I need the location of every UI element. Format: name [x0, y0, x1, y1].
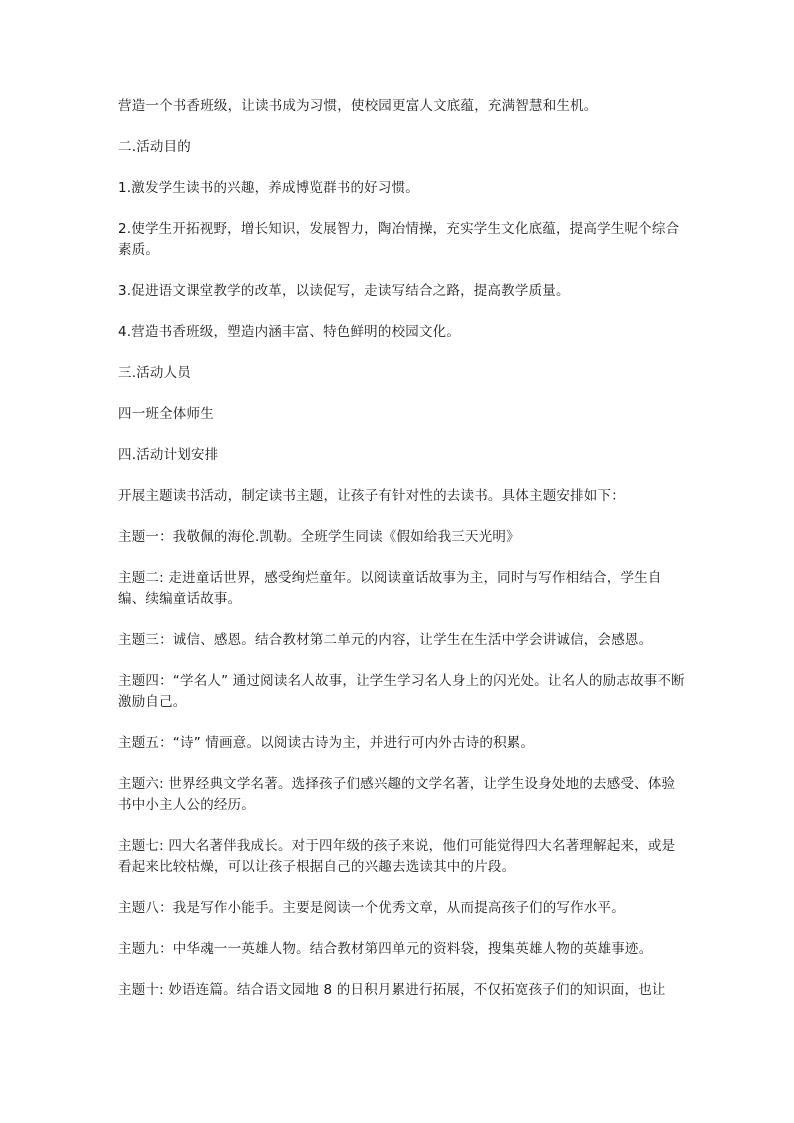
participants-text: 四一班全体师生: [118, 406, 214, 422]
theme-1: 主题一：我敬佩的海伦.凯勒。全班学生同读《假如给我三天光明》: [118, 529, 520, 545]
theme-6: 主题六: 世界经典文学名著。选择孩子们感兴趣的文学名著，让学生设身处地的去感受、体验书中小主人公的经历。: [118, 776, 676, 813]
theme-2: 主题二: 走进童话世界，感受绚烂童年。以阅读童话故事为主，同时与写作相结合，学生自编、续编童话故事。: [118, 570, 662, 607]
heading-activity-purpose: 二.活动目的: [118, 139, 191, 155]
purpose-item-2: 2.使学生开拓视野，增长知识，发展智力，陶冶情操，充实学生文化底蕴，提高学生呢个综合素质。: [118, 221, 680, 258]
theme-3: 主题三：诚信、感恩。结合教材第二单元的内容，让学生在生活中学会讲诚信，会感恩。: [118, 632, 653, 648]
theme-5: 主题五：“诗” 情画意。以阅读古诗为主，并进行可内外古诗的积累。: [118, 735, 535, 751]
theme-10: 主题十: 妙语连篇。结合语文园地 8 的日积月累进行拓展，不仅拓宽孩子们的知识面，也让: [118, 982, 666, 998]
purpose-item-4: 4.营造书香班级，塑造内涵丰富、特色鲜明的校园文化。: [118, 324, 461, 340]
theme-7: 主题七: 四大名著伴我成长。对于四年级的孩子来说，他们可能觉得四大名著理解起来，或是看起来比较枯燥，可以让孩子根据自己的兴趣去选读其中的片段。: [118, 838, 676, 875]
document-body: [118, 96, 686, 1021]
heading-participants: 三.活动人员: [118, 365, 191, 381]
theme-9: 主题九：中华魂一一英雄人物。结合教材第四单元的资料袋，搜集英雄人物的英雄事迹。: [118, 941, 653, 957]
heading-plan: 四.活动计划安排: [118, 447, 219, 463]
plan-intro: 开展主题读书活动，制定读书主题，让孩子有针对性的去读书。具体主题安排如下：: [118, 488, 625, 504]
theme-8: 主题八：我是写作小能手。主要是阅读一个优秀文章，从而提高孩子们的写作水平。: [118, 900, 625, 916]
purpose-item-3: 3.促进语文课堂教学的改革，以读促写，走读写结合之路，提高教学质量。: [118, 283, 570, 299]
purpose-item-1: 1.激发学生读书的兴趣，养成博览群书的好习惯。: [118, 180, 419, 196]
paragraph-intro: 营造一个书香班级，让读书成为习惯，使校园更富人文底蕴，充满智慧和生机。: [118, 98, 598, 114]
theme-4: 主题四：“学名人” 通过阅读名人故事，让学生学习名人身上的闪光处。让名人的励志故事不断激励自己。: [118, 673, 685, 710]
